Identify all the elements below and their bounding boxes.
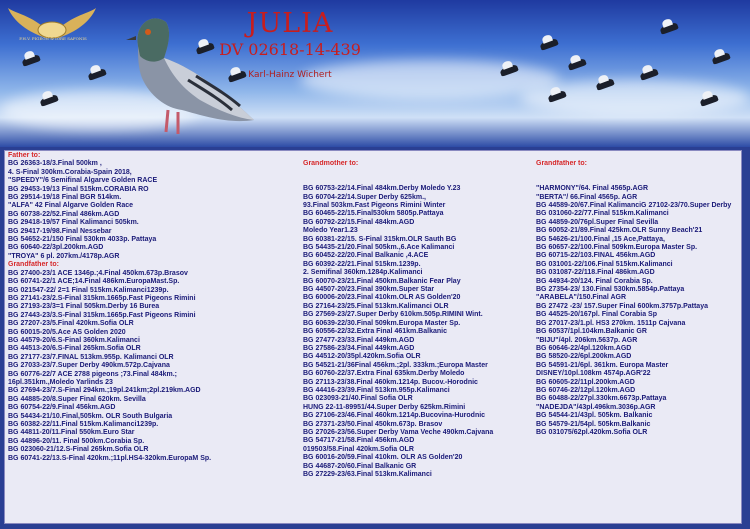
flying-pigeon-icon (87, 67, 107, 81)
result-line: BG 60465-22/15.Final530km 5805p.Pattaya (303, 210, 444, 218)
result-line: BG 27164-23/25.Final 513km.Kalimanci OLR (303, 302, 449, 310)
father-heading: Father to: (8, 152, 41, 159)
result-line: BG 60605-22/11pl.200km.AGD (536, 378, 635, 386)
result-line: BG 44512-20/35pl.420km.Sofia OLR (303, 353, 421, 361)
result-line: BG 60556-22/32.Extra Final 461km.Balkanic (303, 328, 447, 336)
result-line: BG 60382-22/11.Final 515km.Kalimanci1239p. (8, 421, 159, 428)
header-banner (0, 0, 750, 147)
result-line: BG 29453-19/13 Final 515km.CORABIA RO (8, 185, 149, 193)
result-line: BG 031001-22/106.Final 515km.Kalimanci (536, 260, 673, 268)
flying-pigeon-icon (711, 51, 731, 65)
result-line: BG 26363-18/3.Final 500km , (8, 160, 102, 168)
result-line: BG 44416-23/39.Final 513km.955p.Kalimanci (303, 386, 450, 394)
result-line: 2. Semifinal 360km.1284p.Kalimanci (303, 269, 423, 277)
result-line: BG 29418-19/57 Final Kalimanci 505km. (8, 219, 139, 227)
result-line: BG 023060-21/12.S-Final 265km.Sofia OLR (8, 446, 149, 454)
result-line: BG 60015-20/5.Ace AS Golden 2020 (8, 328, 126, 336)
logo-text: P.H.V. PIGEON & IORE SAFONIS (19, 36, 87, 41)
result-line: "NADEJDA"/43pl.496km.3036p.AGR (536, 403, 656, 411)
grandfather-heading: Grandfather to: (8, 261, 59, 269)
result-line: Moledo Year1.23 (303, 227, 358, 235)
result-line: BG 29514-19/18 Final BGR 514km. (8, 194, 122, 202)
result-line: BG 60070-23/21.Final 450km.Balkanic Fear Play (303, 277, 461, 285)
result-line: "BERTA"/ 66.Final 4565p. AGR (536, 193, 638, 201)
result-line: BG 27113-23/38.Final 460km.1214p. Bucov.-Horodnic (303, 378, 478, 386)
result-line: "ARABELA"/150.Final AGR (536, 294, 627, 302)
result-line: BG 27477-23/33.Final 449km.AGD (303, 336, 415, 344)
result-line: "TROYA" 6 pl. 207km./4178p.AGR (8, 252, 120, 260)
result-line: BG 60746-22/12pl.120km.AGD (536, 386, 636, 394)
result-line: BG 27400-23/1 ACE 1346p.;4.Final 450km.673p.Brasov (8, 269, 188, 277)
flying-pigeon-icon (567, 57, 587, 71)
ring-number: DV 02618-14-439 (219, 40, 361, 59)
result-line: BG 27177-23/7.FINAL 513km.955p. Kalimanci OLR (8, 353, 174, 361)
result-line: BG 031087-22/118.Final 486km.AGD (536, 269, 655, 277)
result-line: "SPEEDY"/6 Semifinal Algarve Golden RACE (8, 177, 158, 185)
result-line: BG 60381-22/15. S-Final 315km.OLR Sauth BG (303, 235, 457, 243)
result-line: 93.Final 503km.Fast Pigeons Rimini Winter (303, 202, 446, 209)
grandfather-results (8, 270, 258, 463)
result-line: BG 60537/1pl.104km.Balkanic GR (536, 328, 647, 336)
result-line: BG 27371-23/50.Final 450km.673p. Brasov (303, 420, 443, 428)
result-line: BG 27586-23/34.Final 449km.AGD (303, 344, 415, 352)
flying-pigeon-icon (21, 53, 41, 67)
result-line: BG 27472 -23/ 157.Super Final 600km.3757p.Pattaya (536, 302, 708, 310)
result-line: BG 60741-22/13.S-Final 420km.;11pl.HS4-320km.EuropaM Sp. (8, 454, 212, 462)
result-line: BG 60741-22/1 ACE;14.Final 486km.EuropaMast.Sp. (8, 278, 180, 286)
result-line: BG 27017-23/1.pl. HS3 270km. 1511p Cajvana (536, 319, 686, 327)
result-line: BG 031060-22/77.Final 515km.Kalimanci (536, 210, 669, 218)
result-line: BG 44513-20/6.S-Final 265km.Sofia OLR (8, 345, 141, 353)
result-line: BG 44507-20/23.Final 390km.Super Star (303, 286, 435, 294)
result-line: BG 27033-23/7.Super Derby 490km.572p.Cajvana (8, 362, 170, 370)
pigeon-name: JULIA (246, 8, 334, 39)
breeder-name: Karl-Hainz Wichert (248, 70, 332, 80)
result-line: BG 29417-19/98.Final Nessebar (8, 227, 112, 235)
grandmother-heading: Grandmother to: (303, 160, 359, 167)
result-line: DISNEY/10pl.108km 4574p.AGR'22 (536, 370, 651, 378)
result-line: BG 27207-23/5.Final 420km.Sofia OLR (8, 320, 134, 328)
result-line: BG 54579-21/54pl. 505km.Balkanic (536, 420, 651, 428)
flying-pigeon-icon (539, 37, 559, 51)
flying-pigeon-icon (639, 67, 659, 81)
result-line: BG 27026-23/56.Super Derby Vama Veche 490km.Cajvana (303, 428, 494, 436)
result-line: BG 44525-20/167pl. Final Corabia Sp (536, 311, 657, 319)
result-line: BG 60704-22/14.Super Derby 625km., (303, 193, 426, 201)
grandfather-right-heading: Grandfather to: (536, 160, 587, 167)
result-line: BG 27193-23/3=1 Final 505km.Derby 16 Burea (8, 303, 160, 311)
result-line: BG 27229-23/63.Final 513km.Kalimanci (303, 471, 432, 478)
grandfather-right-results (536, 185, 741, 437)
result-line: BG 54434-21/10.Final,505km. OLR South Bulgaria (8, 412, 173, 420)
result-line: BG 60754-22/9.Final 456km.AGD (8, 404, 116, 412)
result-line: BG 54626-21/100.Final ,15 Ace,Pattaya, (536, 235, 665, 243)
result-line: BG 54521-21/36Final 456km.;2pl. 333km.;Europa Master (303, 361, 488, 369)
result-line: BG 44687-20/60.Final Balkanic GR (303, 462, 417, 470)
column-right (536, 160, 741, 437)
result-line: BG 44896-20/11. Final 500km.Corabia Sp. (8, 437, 145, 445)
result-line: BG 27694-23/7.S-Final 294km.;19pl.241km;2pl.219km.AGD (8, 387, 201, 395)
result-line: 019503/58.Final 420km.Sofia OLR (303, 445, 414, 453)
result-line: BG 54652-21/150 Final 530km 4033p. Pattaya (8, 236, 157, 244)
result-line: BG 27354-23/ 130.Final 530km.5854p.Pattaya (536, 286, 685, 294)
result-line: BG 60640-22/3pl.200km.AGD (8, 244, 104, 252)
result-line: "HARMONY"/64. Final 4565p.AGR (536, 185, 649, 193)
result-line: BG 44859-20/76pl.Super Final Sevilla (536, 218, 659, 226)
result-line: BG 60639-22/30.Final 509km.Europa Master Sp. (303, 319, 461, 327)
result-line: 4. S-Final 300km.Corabia-Spain 2018, (8, 168, 132, 176)
result-line: BG 44885-20/8.Super Final 620km. Sevilla (8, 395, 146, 403)
result-line: BG 27569-23/27.Super Derby 610km.505p.RIMINI Wint. (303, 311, 483, 319)
grandmother-results (303, 185, 513, 479)
result-line: BG 60646-22/4pl.120km.AGD (536, 344, 632, 352)
result-line: BG 27106-23/46.Final 460km.1214p.Bucovina-Hurodnic (303, 412, 486, 420)
result-line: "BIJU"/4pl. 206km.5637p. AGR (536, 336, 638, 344)
result-line: BG 60392-22/21.Final 515km.1239p. (303, 260, 421, 268)
result-line: BG 023093-21/40.Final Sofia OLR (303, 395, 413, 403)
result-line: BG 60452-22/20.Final Balkanic ,4.ACE (303, 252, 429, 260)
result-line: BG 60488-22/27pl.330km.6673p.Pattaya (536, 395, 667, 403)
result-line: BG 60776-22/7 ACE 2788 pigeons ;73.Final 484km.; (8, 370, 177, 378)
result-line: BG 54544-21/43pl. 505km. Balkanic (536, 412, 653, 420)
result-line: BG 60792-22/15.Final 484km.AGD (303, 218, 415, 226)
column-middle (303, 160, 513, 479)
result-line: BG 54591-21/6pl. 361km. Europa Master (536, 361, 669, 369)
result-line: BG 27443-23/3.S-Final 315km.1665p.Fast Pigeons Rimini (8, 311, 196, 319)
pedigree-panel (4, 150, 742, 524)
result-line: 16pl.351km.,Moledo Yarlinds 23 (8, 378, 113, 386)
result-line: BG 58520-22/6pl.200km.AGD (536, 353, 632, 361)
result-line: BG 031075/62pl.420km.Sofia OLR (536, 428, 648, 436)
result-line: BG 54717-21/58.Final 456km.AGD (303, 437, 415, 445)
result-line: BG 60753-22/14.Final 484km.Derby Moledo Y.23 (303, 185, 461, 193)
result-line: BG 60006-20/23.Final 410km.OLR AS Golden'20 (303, 294, 461, 302)
result-line: HUNG 22-11-89951/44.Super Derby 625km.Rimini (303, 403, 466, 411)
result-line: BG 021547-22/ 2=1 Final 515km.Kalimanci1239p. (8, 286, 169, 294)
flying-pigeon-icon (659, 21, 679, 35)
club-logo (6, 6, 98, 52)
result-line: BG 44579-20/6.S-Final 360km.Kalimanci (8, 336, 140, 344)
result-line: BG 60715-22/103.FINAL 456km.AGD (536, 252, 656, 260)
result-line: BG 60738-22/52.Final 486km.AGD (8, 210, 120, 218)
father-results (8, 160, 258, 261)
result-line: BG 27141-23/2.S-Final 315km.1665p.Fast Pigeons Rimini (8, 294, 196, 302)
result-line: BG 44811-20/11.Final 550km.Euro Star (8, 429, 135, 437)
result-line: BG 54435-21/20.Final 505km.,6.Ace Kalimanci (303, 244, 455, 252)
result-line: BG 60016-20/59.Final 410km. OLR AS Golden'20 (303, 454, 463, 462)
result-line: BG 60657-22/100.Final 509km.Europa Master Sp. (536, 244, 698, 252)
result-line: BG 60760-22/37.Extra Final 635km.Derby Moledo (303, 370, 465, 378)
result-line: BG 44934-20/124. Final Corabia Sp. (536, 277, 653, 285)
column-left (8, 152, 258, 463)
result-line: "ALFA" 42 Final Algarve Golden Race (8, 202, 134, 210)
result-line: BG 60052-21/89.Final 425km.OLR Sunny Beach'21 (536, 227, 703, 235)
result-line: BG 44589-20/67.Final KalimanciG 27102-23/70.Super Derby (536, 202, 732, 209)
